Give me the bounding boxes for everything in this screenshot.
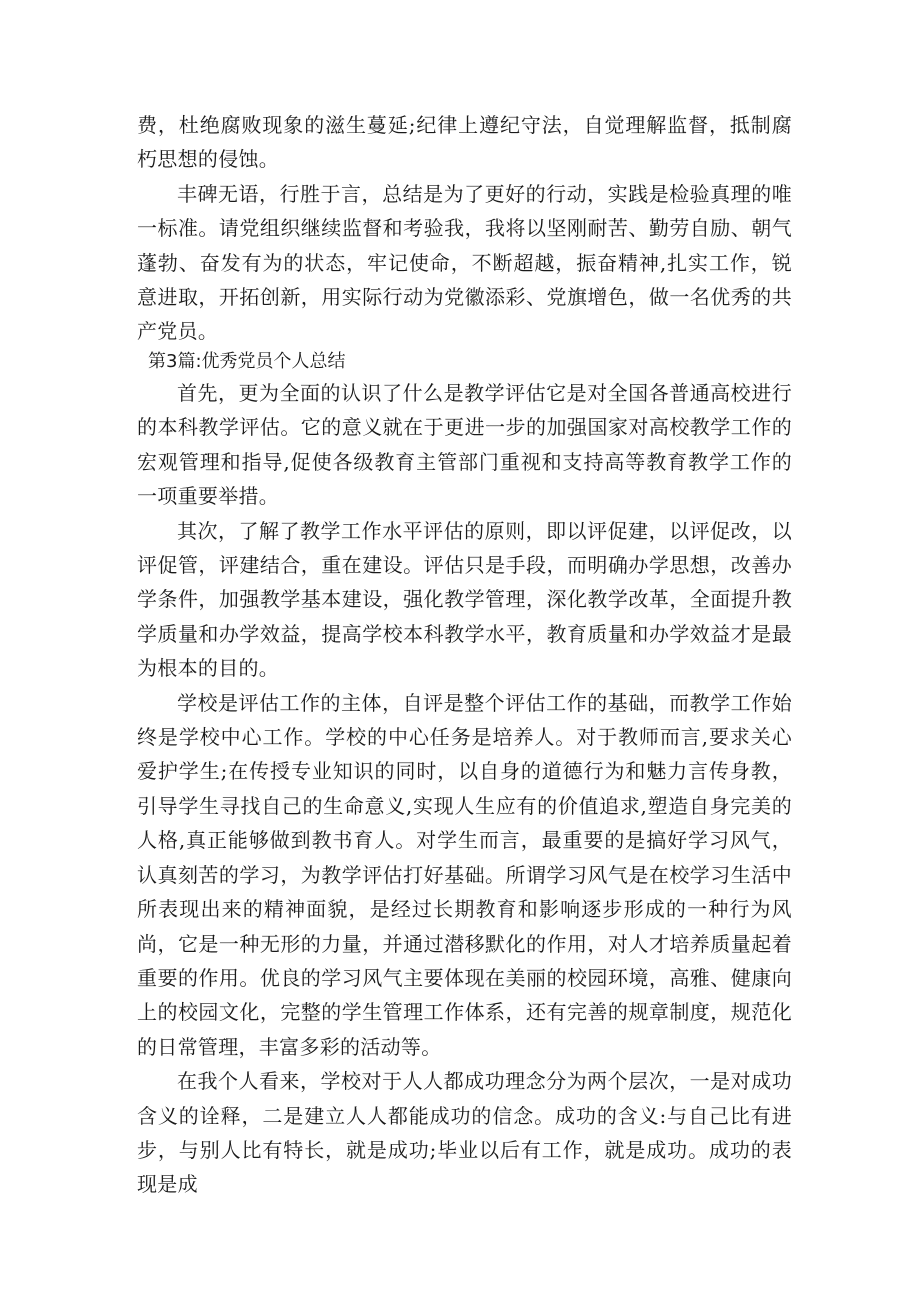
paragraph-continued: 费，杜绝腐败现象的滋生蔓延;纪律上遵纪守法，自觉理解监督，抵制腐朽思想的侵蚀。 <box>137 113 792 172</box>
section-heading: 第3篇:优秀党员个人总结 <box>148 351 346 372</box>
paragraph-first: 首先，更为全面的认识了什么是教学评估它是对全国各普通高校进行的本科教学评估。它的意义就在于更进一步的加强国家对高校教学工作的宏观管理和指导,促使各级教育主管部门重视和支持高等教育教学工作的一项重要举措。 <box>137 381 792 509</box>
section-top <box>137 108 792 349</box>
paragraph-third: 学校是评估工作的主体，自评是整个评估工作的基础，而教学工作始终是学校中心工作。学校的中心任务是培养人。对于教师而言,要求关心爱护学生;在传授专业知识的同时，以自身的道德行为和魅力言传身教，引导学生寻找自己的生命意义,实现人生应有的价值追求,塑造自身完美的人格,真正能够做到教书育人。对学生而言，最重要的是搞好学习风气，认真刻苦的学习，为教学评估打好基础。所谓学习风气是在校学习生活中所表现出来的精神面貌，是经过长期教育和影响逐步形成的一种行为风尚，它是一种无形的力量，并通过潜移默化的作用，对人才培养质量起着重要的作用。优良的学习风气主要体现在美丽的校园环境，高雅、健康向上的校园文化，完整的学生管理工作体系，还有完善的规章制度，规范化的日常管理，丰富多彩的活动等。 <box>137 690 792 1059</box>
paragraph-conclusion: 丰碑无语，行胜于言，总结是为了更好的行动，实践是检验真理的唯一标准。请党组织继续监督和考验我，我将以坚刚耐苦、勤劳自励、朝气蓬勃、奋发有为的状态，牢记使命，不断超越，振奋精神,扎实工作，锐意进取，开拓创新，用实际行动为党徽添彩、党旗增色，做一名优秀的共产党员。 <box>137 181 792 344</box>
paragraph-second: 其次，了解了教学工作水平评估的原则，即以评促建，以评促改，以评促管，评建结合，重在建设。评估只是手段，而明确办学思想，改善办学条件，加强教学基本建设，强化教学管理，深化教学改革，全面提升教学质量和办学效益，提高学校本科教学水平，教育质量和办学效益才是最为根本的目的。 <box>137 518 792 681</box>
paragraph-fourth: 在我个人看来，学校对于人人都成功理念分为两个层次，一是对成功含义的诠释，二是建立人人都能成功的信念。成功的含义:与自己比有进步，与别人比有特长，就是成功;毕业以后有工作，就是成功。成功的表现是成 <box>137 1069 792 1197</box>
section-three-body <box>137 376 792 1202</box>
